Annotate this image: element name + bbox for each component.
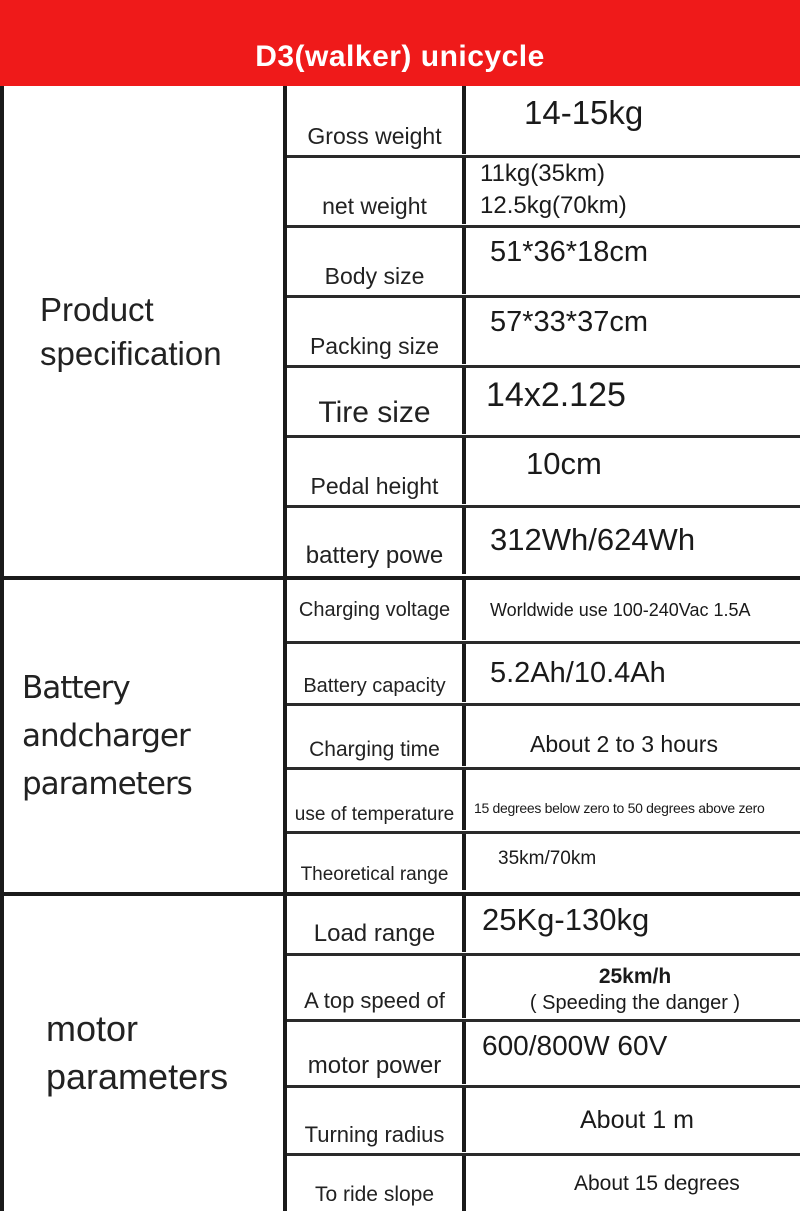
- row-value: About 15 degrees: [574, 1171, 740, 1195]
- row-key: Gross weight: [287, 86, 466, 154]
- row-key: Charging time: [287, 706, 466, 766]
- row-value: 25Kg-130kg: [482, 902, 650, 937]
- group-label: [4, 578, 287, 894]
- row-value: 600/800W 60V: [482, 1030, 668, 1061]
- row-key: Tire size: [287, 368, 466, 434]
- group-label-text: Battery andcharger parameters: [22, 670, 192, 802]
- row-key: A top speed of: [287, 956, 466, 1018]
- table-row: [287, 580, 800, 644]
- row-key: Load range: [287, 896, 466, 952]
- row-value: About 2 to 3 hours: [530, 730, 718, 757]
- row-key: To ride slope: [287, 1156, 466, 1211]
- table-row: [287, 368, 800, 438]
- table-row: [287, 508, 800, 578]
- row-value: 10cm: [526, 446, 602, 481]
- spec-table: [0, 86, 800, 1211]
- row-value: 15 degrees below zero to 50 degrees above zero: [474, 800, 765, 816]
- row-key: Body size: [287, 228, 466, 294]
- row-value: 5.2Ah/10.4Ah: [490, 656, 666, 689]
- row-key: use of temperature: [287, 770, 466, 830]
- row-key: Pedal height: [287, 438, 466, 504]
- table-row: [287, 1156, 800, 1211]
- table-row: [287, 438, 800, 508]
- table-row: [287, 956, 800, 1022]
- table-row: [287, 1088, 800, 1156]
- row-value: Worldwide use 100-240Vac 1.5A: [490, 599, 751, 620]
- group-battery-charger: [4, 578, 800, 894]
- row-key: motor power: [287, 1022, 466, 1084]
- page-title: D3(walker) unicycle: [255, 40, 545, 73]
- table-row: [287, 158, 800, 228]
- table-row: [287, 298, 800, 368]
- row-value: 57*33*37cm: [490, 306, 648, 338]
- row-key: Charging voltage: [287, 580, 466, 640]
- row-value-line: ( Speeding the danger ): [529, 992, 741, 1014]
- row-value: 14-15kg: [524, 94, 644, 131]
- row-value-line: 11kg(35km): [480, 160, 605, 187]
- table-row: [287, 228, 800, 298]
- group-label-text: Product specification: [40, 291, 222, 372]
- group-label: [4, 86, 287, 578]
- row-value: 312Wh/624Wh: [490, 522, 696, 557]
- table-row: [287, 834, 800, 894]
- row-value-line: 25km/h: [598, 965, 672, 988]
- row-value: 51*36*18cm: [490, 236, 648, 268]
- row-value: 35km/70km: [498, 848, 597, 869]
- group-label-text: motor parameters: [46, 1007, 229, 1097]
- group-label: [4, 894, 287, 1211]
- title-banner: [0, 0, 800, 86]
- row-key: Turning radius: [287, 1088, 466, 1152]
- row-key: net weight: [287, 158, 466, 224]
- group-motor-parameters: [4, 894, 800, 1211]
- row-value-line: 12.5kg(70km): [480, 192, 627, 219]
- row-key: Packing size: [287, 298, 466, 364]
- table-row: [287, 770, 800, 834]
- table-row: [287, 1022, 800, 1088]
- row-value: [470, 956, 800, 1018]
- table-row: [287, 644, 800, 706]
- table-row: [287, 86, 800, 158]
- row-key: Battery capacity: [287, 644, 466, 702]
- group-product-specification: [4, 86, 800, 578]
- row-key: battery powe: [287, 508, 466, 574]
- row-value: 14x2.125: [486, 376, 626, 414]
- row-value: About 1 m: [580, 1105, 694, 1134]
- table-row: [287, 706, 800, 770]
- table-row: [287, 896, 800, 956]
- row-key: Theoretical range: [287, 834, 466, 890]
- row-value: [470, 158, 800, 224]
